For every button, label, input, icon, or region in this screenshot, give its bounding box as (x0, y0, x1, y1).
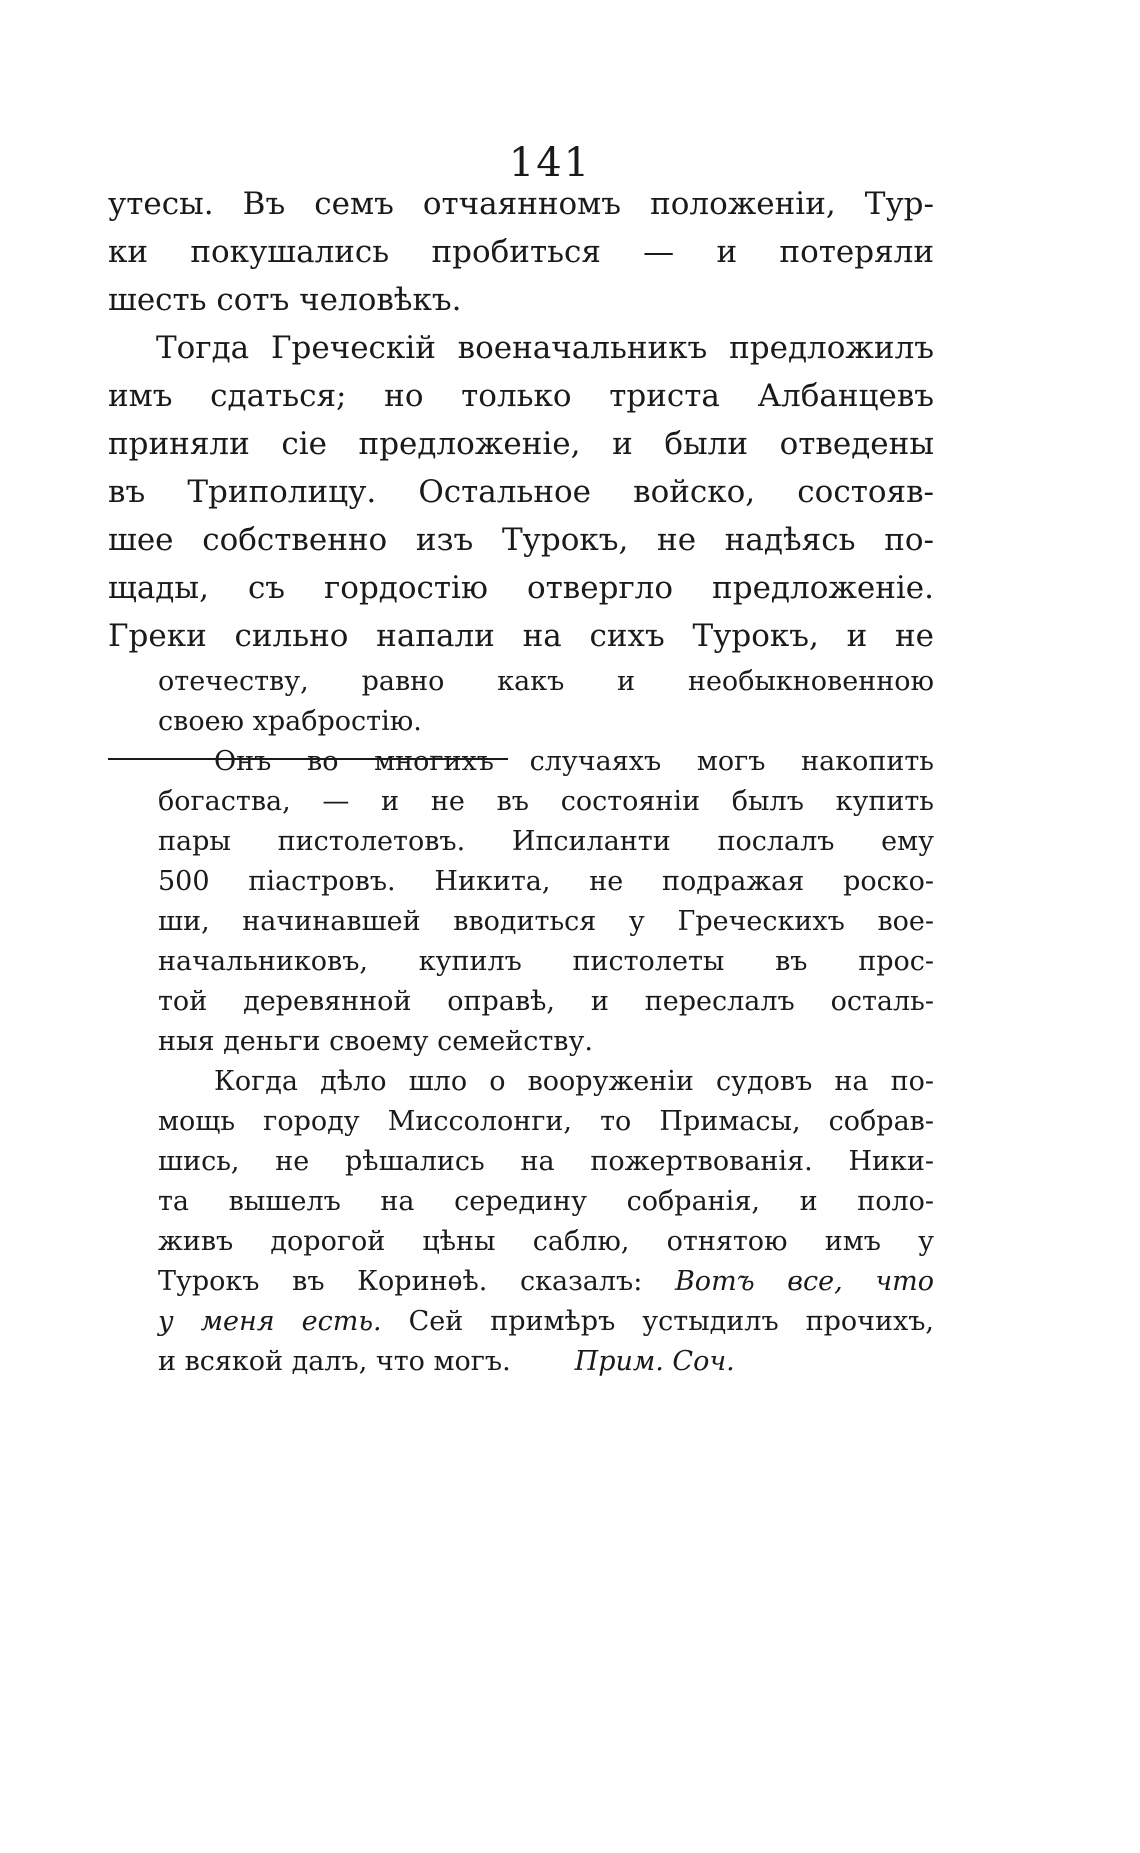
main-line: Тогда Греческій военачальникъ предложилъ (156, 330, 934, 366)
footnote-line: 500 піастровъ. Никита, не подражая роско- (158, 866, 934, 897)
page-number: 141 (508, 140, 592, 186)
main-line: имъ сдаться; но только триста Албанцевъ (108, 378, 934, 414)
footnote-line: своею храбростію. (158, 706, 422, 737)
footnote-line (158, 1346, 934, 1377)
author-note: Прим. Соч. (574, 1346, 735, 1377)
footnote-line: начальниковъ, купилъ пистолеты въ прос- (158, 946, 934, 977)
main-line: ки покушались пробиться — и потеряли (108, 234, 934, 270)
main-line: утесы. Въ семъ отчаянномъ положеніи, Тур- (108, 186, 934, 222)
footnote-line: живъ дорогой цѣны саблю, отнятою имъ у (158, 1226, 934, 1257)
footnote-quote: Вотъ все, что (674, 1266, 934, 1297)
main-line: Греки сильно напали на сихъ Турокъ, и не (108, 618, 934, 654)
footnote-line: шись, не рѣшались на пожертвованія. Ники- (158, 1146, 934, 1177)
footnote-text: Сей примѣръ устыдилъ прочихъ, (381, 1306, 934, 1337)
footnote-line (158, 1306, 934, 1337)
footnote-line: той деревянной оправѣ, и переслалъ осталь- (158, 986, 934, 1017)
footnote-text: и всякой далъ, что могъ. (158, 1346, 511, 1377)
footnote-line: пары пистолетовъ. Ипсиланти послалъ ему (158, 826, 934, 857)
footnote-line: Когда дѣло шло о вооруженіи судовъ на по- (214, 1066, 934, 1097)
main-line: шесть сотъ человѣкъ. (108, 282, 462, 318)
footnote-line: Онъ во многихъ случаяхъ могъ накопить (214, 746, 934, 777)
footnote-line (158, 1266, 934, 1297)
main-line: приняли сіе предложеніе, и были отведены (108, 426, 934, 462)
footnote-line: отечеству, равно какъ и необыкновенною (158, 666, 934, 697)
footnote-line: та вышелъ на середину собранія, и поло- (158, 1186, 934, 1217)
footnote-quote: у меня есть. (158, 1306, 382, 1337)
footnote-line: ныя деньги своему семейству. (158, 1026, 593, 1057)
footnote-text: Турокъ въ Коринѳѣ. сказалъ: (158, 1266, 675, 1297)
footnote-line: мощь городу Миссолонги, то Примасы, собрав- (158, 1106, 934, 1137)
footnote-line: богаства, — и не въ состояніи былъ купить (158, 786, 934, 817)
footnote-line: ши, начинавшей вводиться у Греческихъ вое- (158, 906, 934, 937)
main-line: щады, съ гордостію отвергло предложеніе. (108, 570, 934, 606)
main-line: шее собственно изъ Турокъ, не надѣясь по- (108, 522, 934, 558)
main-line: въ Триполицу. Остальное войско, состояв- (108, 474, 934, 510)
